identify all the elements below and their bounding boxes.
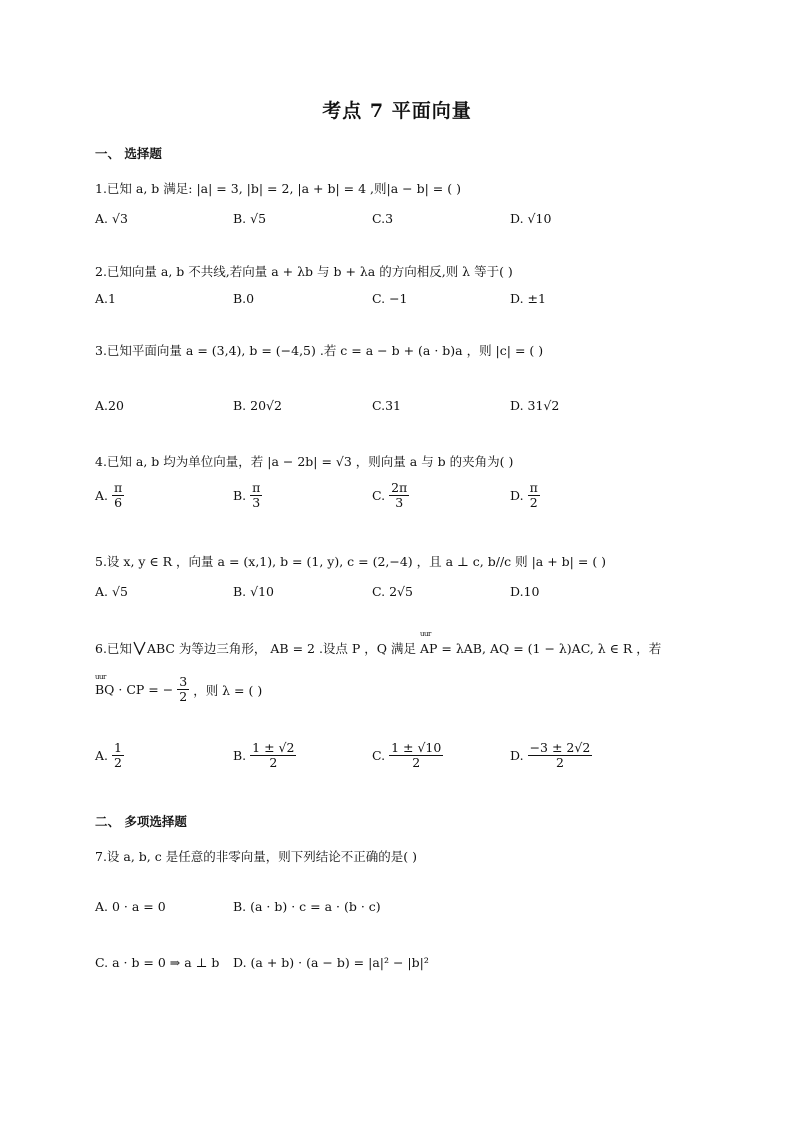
numerator: 3 xyxy=(179,674,188,689)
q6-b-prefix: B. xyxy=(233,748,247,764)
q5-option-a: A. √5 xyxy=(95,584,128,599)
q7-option-b: B. (a · b) · c = a · (b · c) xyxy=(233,899,381,914)
q3-option-c: C.31 xyxy=(372,398,401,413)
q6-middle: ABC 为等边三角形， AB = 2 .设点 P ，Q 满足 xyxy=(146,641,417,656)
q4-b-prefix: B. xyxy=(233,488,247,504)
denominator: 2 xyxy=(555,755,564,771)
q4-a-fraction xyxy=(112,481,124,511)
triangle-nabla-icon xyxy=(133,641,146,655)
q4-c-prefix: C. xyxy=(372,488,386,504)
q4-a-prefix: A. xyxy=(95,488,109,504)
denominator: 2 xyxy=(529,495,538,511)
q6-fraction xyxy=(177,675,189,705)
numerator: 1 ± √10 xyxy=(391,740,442,755)
denominator: 2 xyxy=(114,755,122,771)
q2-option-b: B.0 xyxy=(233,291,255,306)
numerator: 2π xyxy=(391,480,408,495)
q2-option-c: C. −1 xyxy=(372,291,408,306)
q5-option-b: B. √10 xyxy=(233,584,275,599)
q7-option-a: A. 0 · a = 0 xyxy=(95,899,166,914)
numerator: 1 ± √2 xyxy=(252,740,295,755)
q6-d-fraction xyxy=(528,741,593,771)
q4-d-prefix: D. xyxy=(510,488,524,504)
q6-option-b xyxy=(233,741,296,771)
q6-d-prefix: D. xyxy=(510,748,524,764)
q5-option-d: D.10 xyxy=(510,584,540,599)
question-1: 1.已知 a, b 满足: |a| = 3, |b| = 2, |a + b| = 4 ,则|a − b| = ( ) xyxy=(95,181,461,196)
q6-prefix: 6.已知 xyxy=(95,641,132,656)
q4-d-fraction xyxy=(528,481,540,511)
question-2: 2.已知向量 a, b 不共线,若向量 a + λb 与 b + λa 的方向相反,则 λ 等于( ) xyxy=(95,264,513,279)
q6-a-prefix: A. xyxy=(95,748,109,764)
q6-a-fraction xyxy=(112,741,124,771)
q2-option-a: A.1 xyxy=(95,291,116,306)
denominator: 2 xyxy=(269,755,278,771)
q6-option-a xyxy=(95,741,124,771)
q6-vector-relations: uur AP = λAB, AQ = (1 − λ)AC, λ ∈ R ，若 xyxy=(420,639,661,657)
q1-option-d: D. √10 xyxy=(510,211,552,226)
q6-c-prefix: C. xyxy=(372,748,386,764)
denominator: 3 xyxy=(252,495,261,511)
denominator: 2 xyxy=(412,755,421,771)
q7-option-d: D. (a + b) · (a − b) = |a|² − |b|² xyxy=(233,955,429,970)
numerator: −3 ± 2√2 xyxy=(529,740,591,755)
q6-b-fraction xyxy=(250,741,296,771)
q5-option-c: C. 2√5 xyxy=(372,584,413,599)
q3-option-d: D. 31√2 xyxy=(510,398,560,413)
question-3: 3.已知平面向量 a = (3,4), b = (−4,5) .若 c = a − b + (a · b)a ，则 |c| = ( ) xyxy=(95,343,544,358)
q1-option-b: B. √5 xyxy=(233,211,267,226)
question-5: 5.设 x, y ∈ R ，向量 a = (x,1), b = (1, y), c = (2,−4) ，且 a ⊥ c, b//c 则 |a + b| = ( ) xyxy=(95,554,607,569)
numerator: 1 xyxy=(114,740,122,755)
q4-c-fraction xyxy=(389,481,409,511)
q4-b-fraction xyxy=(250,481,262,511)
numerator: π xyxy=(114,480,123,495)
q4-option-d xyxy=(510,481,540,511)
q7-option-c: C. a · b = 0 ⇒ a ⊥ b xyxy=(95,955,220,970)
q4-option-b xyxy=(233,481,262,511)
numerator: π xyxy=(252,480,261,495)
question-7: 7.设 a, b, c 是任意的非零向量，则下列结论不正确的是( ) xyxy=(95,849,417,864)
q1-option-c: C.3 xyxy=(372,211,394,226)
question-6-line-1 xyxy=(95,639,661,657)
q1-option-a: A. √3 xyxy=(95,211,128,226)
question-6-line-2 xyxy=(95,675,262,705)
q6-dot-product: uur BQ · CP = − xyxy=(95,682,173,697)
q6-option-d xyxy=(510,741,592,771)
question-4: 4.已知 a, b 均为单位向量，若 |a − 2b| = √3 ，则向量 a 与 b 的夹角为( ) xyxy=(95,454,514,469)
q6-suffix: ，则 λ = ( ) xyxy=(193,682,263,698)
denominator: 3 xyxy=(395,495,404,511)
page-title: 考点 7 平面向量 xyxy=(322,100,472,122)
section-heading-multiple-choice: 二、 多项选择题 xyxy=(95,814,187,829)
q4-option-a xyxy=(95,481,124,511)
q2-option-d: D. ±1 xyxy=(510,291,546,306)
q4-option-c xyxy=(372,481,409,511)
denominator: 2 xyxy=(179,689,188,705)
denominator: 6 xyxy=(114,495,123,511)
section-heading-choice: 一、 选择题 xyxy=(95,146,162,161)
q6-c-fraction xyxy=(389,741,443,771)
numerator: π xyxy=(529,480,538,495)
q3-option-a: A.20 xyxy=(95,398,124,413)
q6-option-c xyxy=(372,741,443,771)
q3-option-b: B. 20√2 xyxy=(233,398,282,413)
